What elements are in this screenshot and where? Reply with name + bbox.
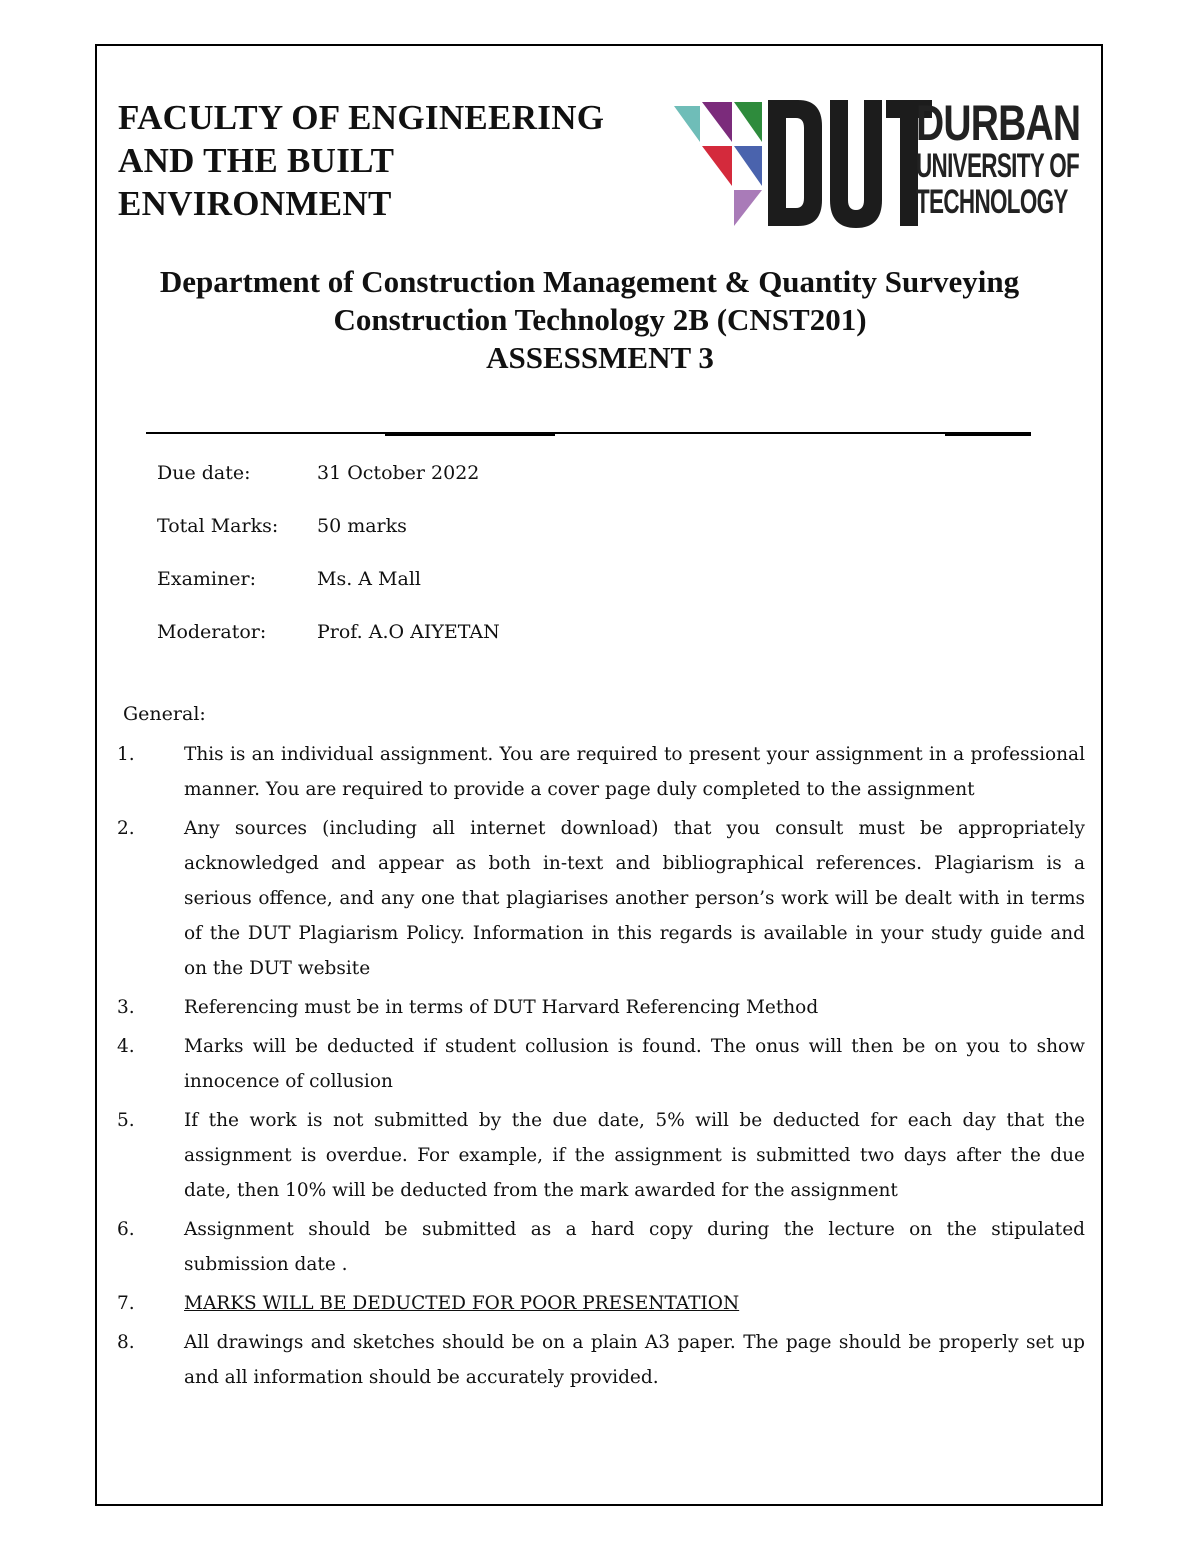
detail-row-examiner — [157, 568, 500, 621]
list-item-text: All drawings and sketches should be on a plain A3 paper. The page should be properly set up and all information should be accurately provided. — [184, 1332, 1085, 1388]
logo-triangle-lavender — [734, 190, 762, 226]
logo-dut-letters — [768, 100, 932, 228]
list-item-text: Any sources (including all internet download) that you consult must be appropriately acknowledged and appear as both in-text and bibliographical references. Plagiarism is a serious offence, and any one that plagiarises another person’s work will be dealt with in terms of the DUT Plagiarism Policy. Information in this regards is available in your study guide and on the DUT website — [184, 818, 1085, 979]
detail-row-due-date — [157, 462, 500, 515]
detail-value: 31 October 2022 — [317, 462, 480, 484]
faculty-title-line-1: FACULTY OF ENGINEERING — [118, 98, 605, 137]
course-title: Construction Technology 2B (CNST201) — [333, 302, 867, 337]
instructions-list — [117, 737, 1085, 1399]
list-item-number: 3. — [117, 997, 135, 1018]
logo-word-durban: DURBAN — [916, 95, 1081, 151]
detail-value: 50 marks — [317, 515, 407, 537]
logo-word-university-of: UNIVERSITY OF — [916, 147, 1080, 185]
detail-label: Due date: — [157, 462, 251, 484]
detail-row-moderator — [157, 621, 500, 674]
list-item-text: MARKS WILL BE DEDUCTED FOR POOR PRESENTATION — [184, 1293, 740, 1314]
general-heading: General: — [123, 703, 206, 725]
list-item-text: Referencing must be in terms of DUT Harvard Referencing Method — [184, 997, 819, 1018]
document-heading — [100, 263, 1100, 377]
list-item — [117, 737, 1085, 807]
faculty-title — [118, 96, 604, 225]
faculty-title-line-2: AND THE BUILT — [118, 141, 395, 180]
assessment-title: ASSESSMENT 3 — [486, 340, 714, 375]
faculty-title-line-3: ENVIRONMENT — [118, 184, 392, 223]
logo-wordmark — [916, 95, 1163, 221]
list-item — [117, 990, 1085, 1025]
list-item-number: 8. — [117, 1332, 135, 1353]
list-item-number: 5. — [117, 1110, 135, 1131]
logo-triangle-green — [734, 102, 762, 142]
list-item-text: Assignment should be submitted as a hard copy during the lecture on the stipulated submission date . — [184, 1219, 1085, 1275]
detail-label: Moderator: — [157, 621, 267, 643]
list-item-number: 4. — [117, 1036, 135, 1057]
list-item — [117, 1212, 1085, 1282]
logo-triangle-teal — [674, 106, 700, 142]
list-item — [117, 1029, 1085, 1099]
list-item-text: Marks will be deducted if student collusion is found. The onus will then be on you to show innocence of collusion — [184, 1036, 1085, 1092]
list-item — [117, 1286, 1085, 1321]
detail-label: Total Marks: — [157, 515, 279, 537]
divider-rule — [146, 432, 1031, 434]
list-item — [117, 811, 1085, 986]
logo-triangle-red — [702, 146, 732, 186]
list-item-number: 7. — [117, 1293, 135, 1314]
list-item — [117, 1325, 1085, 1395]
logo-word-technology: TECHNOLOGY — [916, 183, 1068, 221]
detail-label: Examiner: — [157, 568, 256, 590]
detail-value: Prof. A.O AIYETAN — [317, 621, 500, 643]
assessment-details — [157, 462, 500, 674]
logo-triangle-purple — [702, 102, 732, 142]
list-item — [117, 1103, 1085, 1208]
detail-row-total-marks — [157, 515, 500, 568]
divider-rule-thick-segment — [945, 432, 1031, 436]
logo-triangle-blue — [734, 146, 762, 186]
department-title: Department of Construction Management & Quantity Surveying — [159, 264, 1020, 299]
detail-value: Ms. A Mall — [317, 568, 421, 590]
list-item-number: 6. — [117, 1219, 135, 1240]
list-item-number: 1. — [117, 744, 135, 765]
list-item-number: 2. — [117, 818, 135, 839]
divider-rule-thick-segment — [385, 432, 555, 436]
list-item-text: If the work is not submitted by the due date, 5% will be deducted for each day that the assignment is overdue. For example, if the assignment is submitted two days after the due date, then 10% will be deducted from the mark awarded for the assignment — [184, 1110, 1085, 1201]
list-item-text: This is an individual assignment. You are required to present your assignment in a professional manner. You are required to provide a cover page duly completed to the assignment — [184, 744, 1085, 800]
